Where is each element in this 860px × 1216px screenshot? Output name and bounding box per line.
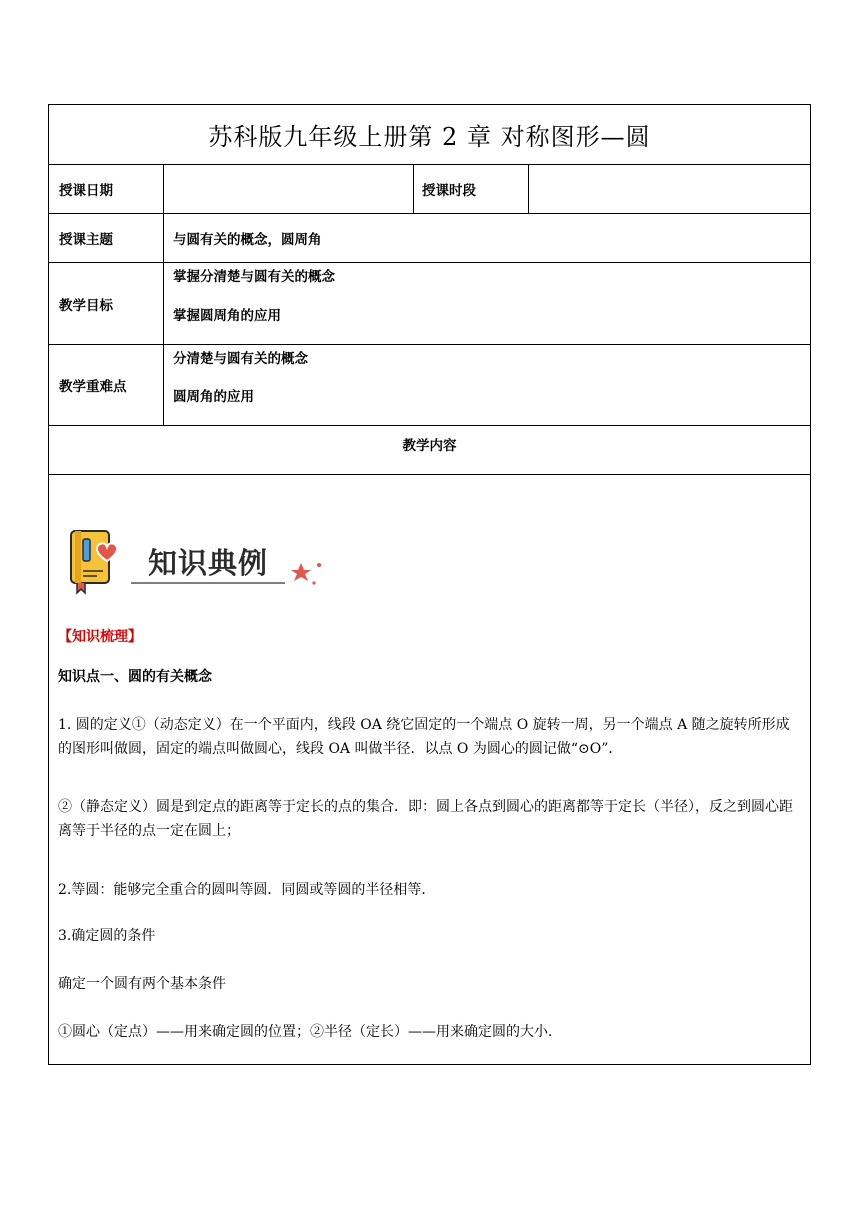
- paragraph-2: ②（静态定义）圆是到定点的距离等于定长的点的集合．即：圆上各点到圆心的距离都等于定长（半径），反之到圆心距离等于半径的点一定在圆上；: [58, 799, 793, 839]
- goal-line-2: 掌握圆周角的应用: [173, 307, 281, 324]
- content-header: 教学内容: [402, 438, 457, 454]
- content-area: [49, 475, 810, 1064]
- date-value: [164, 165, 414, 213]
- page-title: 苏科版九年级上册第 2 章 对称图形—圆: [208, 123, 651, 151]
- goal-row: [49, 263, 810, 345]
- topic-label-text: 授课主题: [59, 232, 113, 248]
- paragraph-4: 3.确定圆的条件: [58, 928, 156, 944]
- period-label: [414, 165, 529, 213]
- topic-value: [164, 214, 810, 262]
- topic-label: [49, 214, 164, 262]
- book-icon: [71, 531, 109, 593]
- point-title: 知识点一、圆的有关概念: [58, 669, 212, 685]
- paragraph-3: 2.等圆：能够完全重合的圆叫等圆．同圆或等圆的半径相等．: [58, 882, 436, 898]
- sparkle-dot-icon: [317, 563, 321, 567]
- title-row: [49, 105, 810, 165]
- key-line-1: 分清楚与圆有关的概念: [173, 351, 308, 367]
- paragraph-5: 确定一个圆有两个基本条件: [58, 976, 226, 992]
- key-label-text: 教学重难点: [59, 379, 127, 395]
- date-row: [49, 165, 810, 214]
- paragraph-1: 1. 圆的定义①（动态定义）在一个平面内，线段 OA 绕它固定的一个端点 O 旋转一周，另一个端点 A 随之旋转所形成的图形叫做圆，固定的端点叫做圆心，线段 OA 叫做半径．以点 O 为圆心的圆记做“⊙O”．: [58, 717, 790, 757]
- key-label: [49, 345, 164, 425]
- content-header-row: [49, 426, 810, 475]
- topic-value-text: 与圆有关的概念，圆周角: [173, 232, 322, 248]
- date-label-text: 授课日期: [59, 183, 113, 199]
- period-label-text: 授课时段: [422, 183, 476, 199]
- star-icon: [291, 563, 311, 581]
- topic-row: [49, 214, 810, 263]
- goal-value: [164, 263, 810, 344]
- paragraph-6: ①圆心（定点）——用来确定圆的位置；②半径（定长）——用来确定圆的大小．: [58, 1024, 562, 1040]
- goal-line-1: 掌握分清楚与圆有关的概念: [173, 269, 335, 285]
- period-value: [529, 165, 810, 213]
- banner-title: 知识典例: [148, 546, 269, 580]
- section-tag: 【知识梳理】: [58, 629, 142, 645]
- lesson-plan-table: [48, 104, 811, 1065]
- goal-label: [49, 263, 164, 344]
- key-row: [49, 345, 810, 426]
- date-label: [49, 165, 164, 213]
- sparkle-dot-icon: [312, 581, 315, 584]
- goal-label-text: 教学目标: [59, 297, 113, 314]
- key-line-2: 圆周角的应用: [173, 389, 254, 405]
- key-value: [164, 345, 810, 425]
